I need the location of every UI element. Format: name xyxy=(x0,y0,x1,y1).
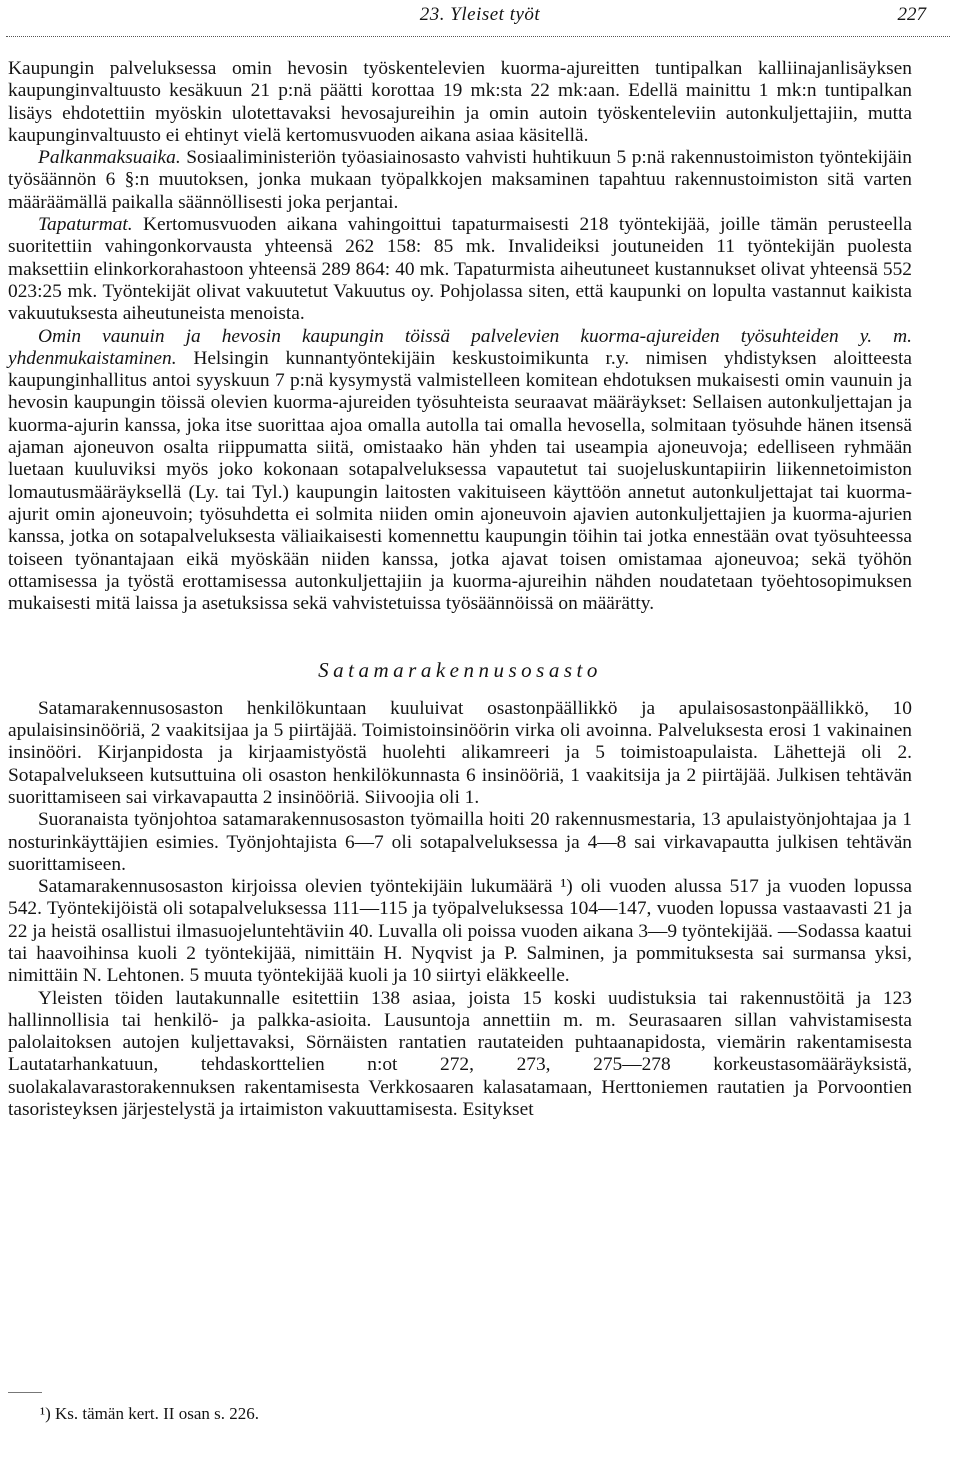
paragraph-wages xyxy=(8,58,912,147)
paragraph-text: Kertomusvuoden aikana vahingoittui tapaturmaisesti 218 työntekijää, joille tämän perusteella suoritettiin vahingonkorvausta yhteensä 262 158: 85 mk. Invalideiksi joutuneiden 11 työntekijän puolesta maksettiin elinkorkorahastoon yhteensä 289 864: 40 mk. Tapaturmista aiheutuneet kustannukset olivat yhteensä 552 023:25 mk. Työntekijät olivat vakuutetut Vakuutus oy. Pohjolassa siten, että kaupunki on lopulta vastannut kaikista vakuutuksesta aiheutuneista menoista. xyxy=(8,214,912,325)
paragraph-text: Sosiaaliministeriön työasiainosasto vahvisti huhtikuun 5 p:nä rakennustoimiston työntekijäin työsäännön 6 §:n muutoksen, jonka mukaan työpalkkojen maksaminen tapahtuu rakennustoimiston sitä varten määräämällä paikalla säännöllisesti joka perjantai. xyxy=(8,147,912,213)
paragraph-accidents xyxy=(8,214,912,325)
section-paragraph: Satamarakennusosaston henkilökuntaan kuuluivat osastonpäällikkö ja apulaisosastonpäällikkö, 10 apulaisinsinööriä, 2 vaakitsijaa ja 5 piirtäjää. Toimistoinsinöörin virka oli avoinna. Palveluksesta erosi 1 vakinainen insinööri. Kirjanpidosta ja kirjaamistyöstä huolehti alikamreeri ja 5 toimistoapulaista. Lähettejä oli 2. Sotapalvelukseen kutsuttuina oli osaston henkilökunnasta 6 insinööriä, 1 vaakitsija ja 2 piirtäjää. Julkisen tehtävän suorittamiseen sai virkavapautta 2 insinööriä. Siivoojia oli 1. xyxy=(8,697,912,808)
running-title: 23. Yleiset työt xyxy=(419,4,541,25)
section-body xyxy=(8,698,912,1122)
section-paragraph: Yleisten töiden lautakunnalle esitettiin 138 asiaa, joista 15 koski uudistuksia tai rakennustöitä ja 123 hallinnollisia tai henkilö- ja palkka-asioita. Lausuntoja annettiin m. m. Seurasaaren sillan vahvistamisesta palolaitoksen autojen kuljettavaksi, Sörnäisten rantatien rautateiden puhtaanapidosta, viemärin rakentamisesta Lautatarhankatuun, tehdaskorttelien n:ot 272, 273, 275—278 korkeustasomääräyksistä, suolakalavarastorakennuksen rakentamisesta Verkkosaaren kalasatamaan, Herttoniemen rautatien ja Porvoontien tasoristeyksen järjestelystä ja irtaimiston vakuuttamisesta. Esitykset xyxy=(8,987,912,1121)
footnote-text: Ks. tämän kert. II osan s. 226. xyxy=(50,1404,259,1423)
run-in-heading: Palkanmaksuaika. xyxy=(38,147,181,169)
body-text xyxy=(8,58,912,1121)
running-header xyxy=(0,4,960,30)
page-number: 227 xyxy=(897,4,926,25)
paragraph-pay-time xyxy=(8,147,912,214)
paragraph-text: Helsingin kunnantyöntekijäin keskustoimikunta r.y. nimisen yhdistyksen aloitteesta kaupunginhallitus antoi syyskuun 7 p:nä kysymystä valmistelleen komitean ehdotuksen mukaisesti omin vaunuin ja hevosin kaupungin töissä olevien kuorma-ajureiden työsuhteista seuraavat määräykset: Sellaisen autonkuljettajan ja kuorma-ajurin kanssa, joka itse suorittaa ajoa omalla autolla tai omalla hevosella, solmitaan työsuhde hänen itsensä ajaman ajoneuvon osalta riippumatta siitä, omistaako hän yhden tai useampia ajoneuvoja; edelliseen ryhmään luetaan kuuluviksi myös joko kokonaan sotapalveluksessa vapautetut tai suojeluskuntapiirin liikennetoimiston lomautusmääräyksellä (Ly. tai Tyl.) kaupungin laitosten vakituiseen käyttöön annetut autonkuljettajat tai kuorma-ajurit omin ajoneuvoin; työsuhdetta ei solmita niiden omin ajoneuvoin ajavien autonkuljettajien ja kuorma-ajurien kanssa, jotka on sotapalveluksesta väliaikaisesti komennettu kaupungin töihin tai jotka ennestään ovat työsuhteessa toiseen työnantajaan eikä myöskään niiden kanssa, jotka ajavat toisen omistamaa ajoneuvoa; sekä työhön ottamisessa ja työstä erottamisessa autonkuljettajiin ja kuorma-ajureihin nähden noudatetaan työehtosopimuksen mukaisesti mitä laissa ja asetuksissa sekä vahvistetuissa työsäännöissä on määrätty. xyxy=(8,347,912,615)
paragraph-text: Kaupungin palveluksessa omin hevosin työskentelevien kuorma-ajureitten tuntipalkan kalliinajanlisäyksen kaupunginvaltuusto kesäkuun 21 p:nä päätti korottaa 19 mk:sta 22 mk:aan. Edellä mainittu 1 mk:n tuntipalkan lisäys ehdotettiin myöskin ulotettavaksi hevosajureihin ja omin autoin työskenteleviin autonkuljettajiin, mutta kaupunginvaltuusto ei ehtinyt vielä kertomusvuoden aikana asiaa käsitellä. xyxy=(8,58,912,146)
header-rule xyxy=(6,36,950,37)
section-paragraph: Satamarakennusosaston kirjoissa olevien työntekijäin lukumäärä ¹) oli vuoden alussa 517 ja vuoden lopussa 542. Työntekijöistä oli sotapalveluksessa 111—115 ja työpalveluksessa 104—147, vuoden lopussa vastaavasti 21 ja 22 ja heistä osallistui ilmasuojeluntehtäviin 40. Luvalla oli poissa vuoden aikana 3—9 työntekijää. —Sodassa kaatui tai haavoihinsa kuoli 2 työntekijää, nimittäin H. Nyqvist ja P. Salminen, ja pommituksesta sai surmansa yksi, nimittäin N. Lehtonen. 5 muuta työntekijää kuoli ja 10 siirtyi eläkkeelle. xyxy=(8,876,912,987)
footnote-rule xyxy=(8,1392,42,1393)
run-in-heading: Tapaturmat. xyxy=(38,214,133,236)
section-paragraph: Suoranaista työnjohtoa satamarakennusosaston työmailla hoiti 20 rakennusmestaria, 13 apulaistyönjohtajaa ja 1 nosturinkäyttäjien esimies. Työnjohtajista 6—7 oli sotapalveluksessa ja 4—8 sai virkavapautta julkisen tehtävän suorittamiseen. xyxy=(8,809,912,875)
run-in-heading: Omin vaunuin ja hevosin kaupungin töissä palvelevien kuorma-ajureiden työsuhteiden y. m. yhdenmukaistaminen. xyxy=(8,325,912,369)
footnote-marker: ¹) xyxy=(40,1404,51,1423)
section-heading: Satamarakennusosasto xyxy=(318,658,602,683)
footnote xyxy=(40,1404,259,1424)
paragraph-carters xyxy=(8,326,912,616)
